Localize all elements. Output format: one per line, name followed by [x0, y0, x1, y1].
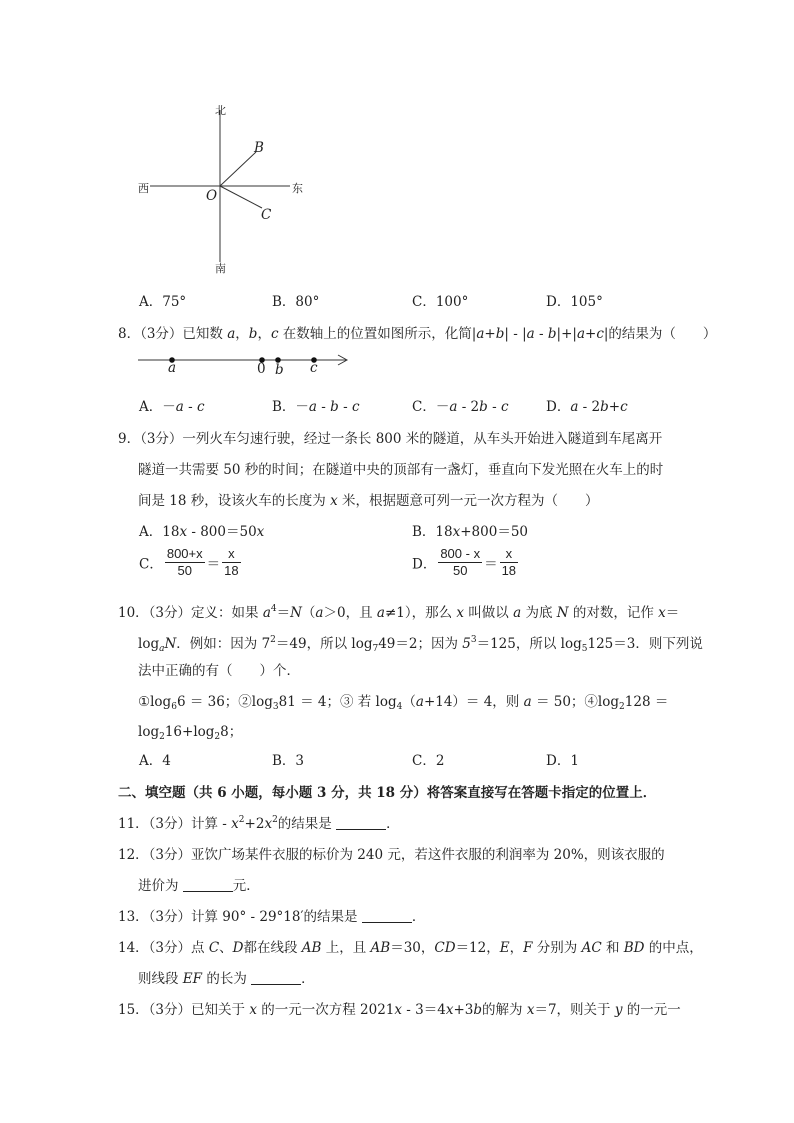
answer-blank	[362, 910, 412, 923]
compass-west-label: 西	[138, 182, 149, 195]
q10-option-d: D．1	[546, 753, 579, 769]
answer-blank	[336, 817, 386, 830]
q14-line1: 14．（3分）点 C、D都在线段 AB 上，且 AB＝30，CD＝12，E，F 分别为 AC 和 BD 的中点，	[118, 940, 703, 956]
q9-line2: 隧道一共需要 50 秒的时间；在隧道中央的顶部有一盏灯，垂直向下发光照在火车上的时	[138, 462, 664, 478]
q9-option-b: B．18x+800＝50	[412, 524, 528, 540]
axis-label-b: b	[275, 362, 284, 378]
q7-option-b: B．80°	[272, 294, 320, 310]
q12-line2: 进价为 元．	[138, 878, 260, 894]
compass-origin-label: O	[206, 188, 218, 204]
compass-east-label: 东	[292, 182, 303, 195]
compass-diagram	[130, 98, 310, 278]
q7-option-c: C．100°	[412, 294, 469, 310]
q8-option-c: C．－a - 2b - c	[412, 399, 509, 415]
q8-option-a: A．－a - c	[139, 399, 205, 415]
q10-line2: $\log_aN$．例如：因为 $7^2=49$，所以 $\log_749=2$；因为 $5^3=125$，所以 $\log_5125=3$．则下列说	[138, 635, 703, 654]
q7-option-a: A．75°	[139, 294, 187, 310]
compass-south-label: 南	[215, 262, 226, 275]
fraction: $\frac{800+x}{50}$	[166, 546, 203, 578]
q10-statements: $①\log_66 = 36$；$②\log_381 = 4$；③ 若 $\log_4(a+14)= 4$，则 a ＝ 50；$④\log_2128$ ＝	[138, 694, 669, 712]
q9-line1: 9．（3分）一列火车匀速行驶，经过一条长 800 米的隧道，从车头开始进入隧道到车尾离开	[118, 431, 663, 447]
compass-north-label: 北	[215, 104, 226, 117]
axis-label-zero: 0	[257, 361, 266, 377]
q15: 15．（3分）已知关于 x 的一元一次方程 2021x - 3＝4x+3b的解为 x＝7，则关于 y 的一元一	[118, 1002, 681, 1018]
axis-label-a: a	[168, 360, 177, 376]
q10-option-a: A．4	[139, 753, 171, 769]
q9-option-c: C． $\frac{800+x}{50}$ ＝ $\frac{x}{18}$	[139, 546, 239, 578]
q9-option-a: A．18x - 800＝50x	[139, 524, 265, 540]
q10-line1: 10．（3分）定义：如果 $a^4=N(a>0$，且 a≠1），那么 x 叫做以 a 为底 N 的对数，记作 x＝	[118, 604, 680, 621]
q10-option-b: B．3	[272, 753, 305, 769]
axis-label-c: c	[310, 360, 318, 376]
fraction: $\frac{800 - x}{50}$	[440, 546, 481, 578]
fraction: $\frac{x}{18}$	[224, 546, 239, 578]
compass-c-label: C	[261, 207, 272, 223]
q9-option-d: D． $\frac{800 - x}{50}$ ＝ $\frac{x}{18}$	[412, 546, 517, 578]
compass-b-label: B	[254, 140, 264, 156]
q13: 13．（3分）计算 90° - 29°18′的结果是 ．	[118, 909, 426, 925]
q8-option-d: D．a - 2b+c	[546, 399, 628, 415]
q7-option-d: D．105°	[546, 294, 603, 310]
q10-statements-cont: $\log_216+\log_28$；	[138, 724, 243, 742]
q10-line3: 法中正确的有（ ）个．	[138, 663, 300, 679]
q8-stem: 8．（3分）已知数 a，b，c 在数轴上的位置如图所示，化简|a+b| - |a - b|+|a+c|的结果为（ ）	[118, 326, 717, 342]
q14-line2: 则线段 EF 的长为 ．	[138, 971, 315, 987]
q9-line3: 间是 18 秒，设该火车的长度为 x 米，根据题意可列一元一次方程为（ ）	[138, 493, 599, 509]
q11: 11．（3分）计算 - $x^2+2x^2$的结果是 ．	[118, 815, 400, 832]
answer-blank	[251, 972, 301, 985]
q8-option-b: B．－a - b - c	[272, 399, 360, 415]
answer-blank	[183, 879, 233, 892]
q10-option-c: C．2	[412, 753, 445, 769]
section-heading: 二、填空题（共 6 小题，每小题 3 分，共 18 分）将答案直接写在答题卡指定的位置上．	[118, 785, 657, 801]
fraction: $\frac{x}{18}$	[501, 546, 517, 578]
q12-line1: 12．（3分）亚饮广场某件衣服的标价为 240 元，若这件衣服的利润率为 20%，则该衣服的	[118, 847, 665, 863]
